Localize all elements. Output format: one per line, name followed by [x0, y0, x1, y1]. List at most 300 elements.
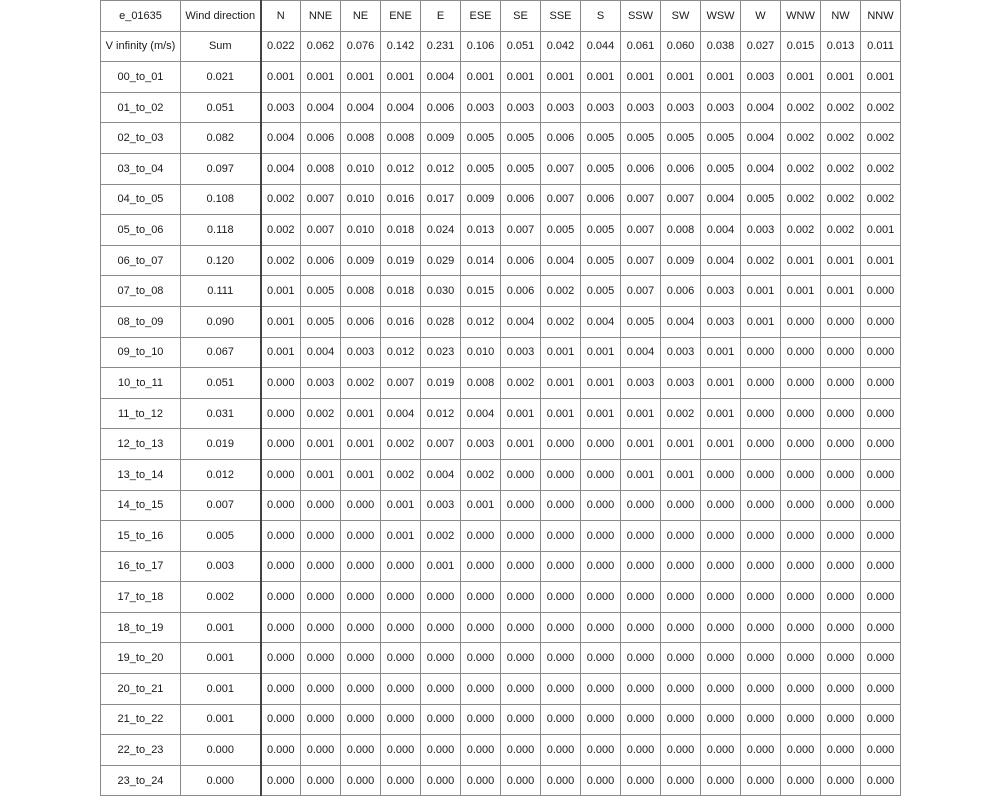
table-cell: 0.000	[821, 674, 861, 705]
table-cell: 0.000	[421, 704, 461, 735]
table-cell: 0.000	[621, 735, 661, 766]
table-cell: 0.000	[301, 551, 341, 582]
table-cell: 0.002	[301, 398, 341, 429]
table-cell: 0.001	[421, 551, 461, 582]
table-cell: 0.000	[341, 674, 381, 705]
table-cell: 0.004	[581, 306, 621, 337]
table-row	[101, 337, 901, 368]
table-row	[101, 674, 901, 705]
direction-header-cell: ESE	[461, 1, 501, 32]
table-cell: 0.003	[301, 368, 341, 399]
table-cell: 0.000	[421, 765, 461, 796]
table-cell: 0.001	[861, 62, 901, 93]
table-cell: 0.000	[461, 551, 501, 582]
table-cell: 0.000	[461, 521, 501, 552]
table-row	[101, 153, 901, 184]
table-cell: 0.001	[661, 459, 701, 490]
table-row	[101, 184, 901, 215]
table-cell: 0.006	[541, 123, 581, 154]
table-cell: 0.000	[741, 735, 781, 766]
table-cell: 0.019	[381, 245, 421, 276]
table-cell: 0.001	[701, 368, 741, 399]
table-cell: 0.000	[461, 674, 501, 705]
table-cell: 0.005	[621, 306, 661, 337]
table-cell: 0.000	[541, 429, 581, 460]
direction-sum-cell: 0.011	[861, 31, 901, 62]
table-cell: 0.000	[381, 551, 421, 582]
table-cell: 0.004	[341, 92, 381, 123]
table-cell: 0.000	[621, 704, 661, 735]
table-cell: 0.000	[701, 612, 741, 643]
table-cell: 0.001	[461, 62, 501, 93]
speed-bin-label: 18_to_19	[101, 612, 181, 643]
table-cell: 0.002	[381, 429, 421, 460]
table-cell: 0.000	[501, 735, 541, 766]
table-cell: 0.030	[421, 276, 461, 307]
table-cell: 0.002	[821, 184, 861, 215]
table-cell: 0.001	[341, 398, 381, 429]
table-cell: 0.000	[301, 735, 341, 766]
table-cell: 0.003	[661, 92, 701, 123]
table-cell: 0.002	[501, 368, 541, 399]
row-sum-cell: 0.002	[181, 582, 261, 613]
table-cell: 0.000	[341, 643, 381, 674]
table-cell: 0.000	[741, 612, 781, 643]
table-cell: 0.001	[701, 429, 741, 460]
speed-bin-label: 20_to_21	[101, 674, 181, 705]
speed-bin-label: 12_to_13	[101, 429, 181, 460]
table-cell: 0.003	[541, 92, 581, 123]
table-cell: 0.006	[661, 276, 701, 307]
table-cell: 0.002	[421, 521, 461, 552]
table-cell: 0.000	[741, 643, 781, 674]
direction-sum-cell: 0.022	[261, 31, 301, 62]
table-cell: 0.000	[821, 490, 861, 521]
direction-header-cell: W	[741, 1, 781, 32]
table-cell: 0.003	[701, 92, 741, 123]
table-cell: 0.004	[701, 245, 741, 276]
table-cell: 0.000	[501, 674, 541, 705]
table-cell: 0.000	[741, 459, 781, 490]
speed-bin-label: 09_to_10	[101, 337, 181, 368]
table-cell: 0.002	[861, 123, 901, 154]
table-cell: 0.001	[341, 459, 381, 490]
table-row	[101, 429, 901, 460]
table-cell: 0.001	[541, 398, 581, 429]
table-cell: 0.000	[781, 429, 821, 460]
table-cell: 0.007	[501, 215, 541, 246]
table-cell: 0.005	[581, 215, 621, 246]
direction-sum-cell: 0.142	[381, 31, 421, 62]
table-cell: 0.001	[621, 62, 661, 93]
table-cell: 0.002	[821, 153, 861, 184]
table-cell: 0.004	[701, 215, 741, 246]
table-row	[101, 551, 901, 582]
table-cell: 0.000	[821, 398, 861, 429]
table-cell: 0.005	[661, 123, 701, 154]
table-cell: 0.007	[621, 184, 661, 215]
table-cell: 0.009	[461, 184, 501, 215]
table-cell: 0.000	[381, 735, 421, 766]
table-cell: 0.000	[621, 674, 661, 705]
row-sum-cell: 0.019	[181, 429, 261, 460]
table-cell: 0.000	[661, 765, 701, 796]
direction-header-cell: NW	[821, 1, 861, 32]
speed-bin-label: 03_to_04	[101, 153, 181, 184]
direction-sum-cell: 0.076	[341, 31, 381, 62]
table-cell: 0.000	[781, 735, 821, 766]
row-sum-cell: 0.001	[181, 643, 261, 674]
table-cell: 0.000	[381, 765, 421, 796]
table-cell: 0.002	[381, 459, 421, 490]
direction-header-cell: SSE	[541, 1, 581, 32]
table-cell: 0.000	[621, 643, 661, 674]
table-cell: 0.000	[421, 643, 461, 674]
table-cell: 0.010	[341, 184, 381, 215]
speed-bin-label: 16_to_17	[101, 551, 181, 582]
direction-sum-cell: 0.042	[541, 31, 581, 62]
table-cell: 0.000	[741, 368, 781, 399]
direction-header-cell: SE	[501, 1, 541, 32]
table-row	[101, 306, 901, 337]
table-cell: 0.007	[421, 429, 461, 460]
table-cell: 0.001	[741, 306, 781, 337]
table-cell: 0.000	[821, 612, 861, 643]
table-cell: 0.000	[341, 704, 381, 735]
table-cell: 0.002	[261, 184, 301, 215]
table-cell: 0.016	[381, 184, 421, 215]
table-cell: 0.009	[661, 245, 701, 276]
table-cell: 0.001	[661, 429, 701, 460]
speed-bin-label: 02_to_03	[101, 123, 181, 154]
table-cell: 0.000	[261, 551, 301, 582]
table-cell: 0.002	[781, 153, 821, 184]
table-cell: 0.000	[581, 643, 621, 674]
table-cell: 0.000	[381, 674, 421, 705]
table-cell: 0.001	[821, 62, 861, 93]
row-sum-cell: 0.031	[181, 398, 261, 429]
table-cell: 0.000	[861, 521, 901, 552]
table-cell: 0.001	[341, 62, 381, 93]
table-row	[101, 521, 901, 552]
table-cell: 0.000	[301, 490, 341, 521]
speed-bin-label: 06_to_07	[101, 245, 181, 276]
table-cell: 0.002	[261, 215, 301, 246]
table-cell: 0.007	[381, 368, 421, 399]
table-cell: 0.003	[461, 92, 501, 123]
table-cell: 0.000	[501, 643, 541, 674]
table-cell: 0.001	[341, 429, 381, 460]
direction-sum-cell: 0.038	[701, 31, 741, 62]
table-body	[101, 1, 901, 796]
table-cell: 0.000	[261, 459, 301, 490]
table-cell: 0.000	[301, 612, 341, 643]
table-cell: 0.000	[421, 735, 461, 766]
table-cell: 0.017	[421, 184, 461, 215]
speed-bin-label: 13_to_14	[101, 459, 181, 490]
row-sum-cell: 0.051	[181, 368, 261, 399]
table-cell: 0.001	[541, 368, 581, 399]
table-cell: 0.005	[701, 123, 741, 154]
table-cell: 0.002	[821, 92, 861, 123]
table-cell: 0.000	[301, 582, 341, 613]
table-cell: 0.000	[661, 735, 701, 766]
table-cell: 0.001	[621, 429, 661, 460]
table-row	[101, 92, 901, 123]
direction-header-cell: NE	[341, 1, 381, 32]
table-cell: 0.001	[861, 215, 901, 246]
table-cell: 0.000	[261, 490, 301, 521]
table-cell: 0.000	[741, 337, 781, 368]
table-cell: 0.001	[261, 337, 301, 368]
table-cell: 0.000	[541, 643, 581, 674]
table-cell: 0.006	[421, 92, 461, 123]
table-cell: 0.001	[261, 62, 301, 93]
table-cell: 0.000	[461, 704, 501, 735]
table-cell: 0.001	[301, 429, 341, 460]
table-cell: 0.001	[821, 245, 861, 276]
direction-sum-cell: 0.061	[621, 31, 661, 62]
table-row	[101, 765, 901, 796]
table-cell: 0.001	[501, 62, 541, 93]
table-cell: 0.023	[421, 337, 461, 368]
speed-bin-label: 08_to_09	[101, 306, 181, 337]
direction-header-cell: NNE	[301, 1, 341, 32]
table-row	[101, 398, 901, 429]
table-cell: 0.004	[541, 245, 581, 276]
direction-sum-cell: 0.013	[821, 31, 861, 62]
table-cell: 0.001	[741, 276, 781, 307]
table-row	[101, 735, 901, 766]
table-cell: 0.002	[861, 153, 901, 184]
table-cell: 0.010	[461, 337, 501, 368]
table-cell: 0.005	[581, 123, 621, 154]
table-cell: 0.008	[381, 123, 421, 154]
table-cell: 0.000	[581, 582, 621, 613]
speed-bin-label: 15_to_16	[101, 521, 181, 552]
table-cell: 0.024	[421, 215, 461, 246]
row-sum-cell: 0.111	[181, 276, 261, 307]
table-cell: 0.012	[421, 153, 461, 184]
table-cell: 0.007	[661, 184, 701, 215]
speed-bin-label: 07_to_08	[101, 276, 181, 307]
header-row	[101, 1, 901, 32]
table-cell: 0.000	[621, 551, 661, 582]
direction-header-cell: S	[581, 1, 621, 32]
table-cell: 0.000	[381, 704, 421, 735]
table-row	[101, 62, 901, 93]
table-cell: 0.003	[701, 276, 741, 307]
table-cell: 0.006	[581, 184, 621, 215]
table-cell: 0.000	[261, 582, 301, 613]
table-cell: 0.000	[581, 429, 621, 460]
table-cell: 0.000	[581, 459, 621, 490]
direction-sum-cell: 0.051	[501, 31, 541, 62]
table-cell: 0.000	[861, 735, 901, 766]
row-sum-cell: 0.003	[181, 551, 261, 582]
table-cell: 0.003	[741, 215, 781, 246]
row-sum-cell: 0.001	[181, 704, 261, 735]
table-cell: 0.000	[341, 765, 381, 796]
table-cell: 0.000	[581, 490, 621, 521]
direction-header-cell: SSW	[621, 1, 661, 32]
table-cell: 0.000	[261, 521, 301, 552]
table-cell: 0.000	[541, 521, 581, 552]
table-cell: 0.000	[821, 368, 861, 399]
table-cell: 0.000	[581, 521, 621, 552]
sum-label: Sum	[181, 31, 261, 62]
table-cell: 0.000	[701, 643, 741, 674]
table-cell: 0.002	[861, 184, 901, 215]
table-cell: 0.000	[781, 551, 821, 582]
table-cell: 0.000	[461, 612, 501, 643]
speed-bin-label: 22_to_23	[101, 735, 181, 766]
table-row	[101, 490, 901, 521]
table-cell: 0.000	[781, 337, 821, 368]
table-cell: 0.001	[781, 245, 821, 276]
table-cell: 0.000	[861, 337, 901, 368]
table-cell: 0.000	[821, 765, 861, 796]
table-cell: 0.000	[861, 459, 901, 490]
table-cell: 0.018	[381, 215, 421, 246]
table-cell: 0.003	[501, 92, 541, 123]
table-cell: 0.000	[381, 643, 421, 674]
table-cell: 0.002	[781, 123, 821, 154]
table-cell: 0.000	[581, 551, 621, 582]
sum-row	[101, 31, 901, 62]
table-cell: 0.002	[541, 306, 581, 337]
table-cell: 0.001	[701, 398, 741, 429]
row-sum-cell: 0.012	[181, 459, 261, 490]
table-cell: 0.002	[821, 215, 861, 246]
direction-header-cell: SW	[661, 1, 701, 32]
table-cell: 0.001	[661, 62, 701, 93]
table-cell: 0.003	[461, 429, 501, 460]
table-cell: 0.003	[341, 337, 381, 368]
table-cell: 0.000	[661, 643, 701, 674]
table-cell: 0.004	[381, 398, 421, 429]
table-cell: 0.000	[421, 674, 461, 705]
table-cell: 0.000	[781, 459, 821, 490]
row-sum-cell: 0.082	[181, 123, 261, 154]
table-cell: 0.000	[821, 429, 861, 460]
table-cell: 0.000	[621, 612, 661, 643]
table-cell: 0.007	[541, 184, 581, 215]
row-sum-cell: 0.000	[181, 765, 261, 796]
table-cell: 0.000	[581, 612, 621, 643]
table-cell: 0.006	[501, 276, 541, 307]
table-cell: 0.002	[661, 398, 701, 429]
table-cell: 0.000	[821, 459, 861, 490]
table-cell: 0.000	[821, 582, 861, 613]
table-cell: 0.012	[461, 306, 501, 337]
table-row	[101, 123, 901, 154]
table-cell: 0.000	[821, 643, 861, 674]
row-sum-cell: 0.007	[181, 490, 261, 521]
table-cell: 0.004	[741, 153, 781, 184]
table-cell: 0.007	[301, 184, 341, 215]
wind-frequency-table	[100, 0, 901, 796]
table-cell: 0.000	[621, 765, 661, 796]
speed-bin-label: 19_to_20	[101, 643, 181, 674]
table-cell: 0.004	[741, 92, 781, 123]
table-cell: 0.000	[661, 551, 701, 582]
table-cell: 0.004	[741, 123, 781, 154]
table-cell: 0.004	[461, 398, 501, 429]
table-cell: 0.000	[341, 582, 381, 613]
row-sum-cell: 0.067	[181, 337, 261, 368]
table-cell: 0.000	[701, 582, 741, 613]
table-cell: 0.005	[621, 123, 661, 154]
table-row	[101, 459, 901, 490]
table-cell: 0.008	[661, 215, 701, 246]
table-cell: 0.000	[861, 643, 901, 674]
table-cell: 0.000	[701, 735, 741, 766]
table-cell: 0.005	[461, 153, 501, 184]
table-cell: 0.007	[621, 276, 661, 307]
direction-sum-cell: 0.062	[301, 31, 341, 62]
table-cell: 0.001	[821, 276, 861, 307]
speed-bin-label: 17_to_18	[101, 582, 181, 613]
table-cell: 0.008	[341, 123, 381, 154]
table-row	[101, 582, 901, 613]
table-cell: 0.000	[381, 582, 421, 613]
table-cell: 0.001	[541, 337, 581, 368]
table-cell: 0.010	[341, 215, 381, 246]
table-cell: 0.000	[501, 521, 541, 552]
table-cell: 0.008	[341, 276, 381, 307]
table-cell: 0.005	[581, 245, 621, 276]
table-cell: 0.000	[541, 612, 581, 643]
table-cell: 0.000	[741, 704, 781, 735]
table-cell: 0.003	[661, 368, 701, 399]
table-cell: 0.000	[861, 368, 901, 399]
table-cell: 0.002	[861, 92, 901, 123]
table-cell: 0.000	[541, 735, 581, 766]
table-row	[101, 368, 901, 399]
table-cell: 0.000	[301, 704, 341, 735]
table-cell: 0.000	[541, 765, 581, 796]
table-cell: 0.001	[501, 429, 541, 460]
table-cell: 0.004	[261, 123, 301, 154]
table-cell: 0.000	[581, 704, 621, 735]
table-cell: 0.002	[341, 368, 381, 399]
table-cell: 0.000	[501, 551, 541, 582]
direction-header-cell: WSW	[701, 1, 741, 32]
table-cell: 0.003	[741, 62, 781, 93]
table-cell: 0.001	[701, 62, 741, 93]
speed-header: V infinity (m/s)	[101, 31, 181, 62]
table-cell: 0.013	[461, 215, 501, 246]
table-cell: 0.001	[261, 276, 301, 307]
table-cell: 0.000	[541, 704, 581, 735]
row-sum-cell: 0.000	[181, 735, 261, 766]
table-cell: 0.000	[501, 459, 541, 490]
table-cell: 0.000	[661, 674, 701, 705]
table-cell: 0.001	[381, 62, 421, 93]
table-cell: 0.002	[781, 92, 821, 123]
speed-bin-label: 01_to_02	[101, 92, 181, 123]
table-cell: 0.004	[301, 337, 341, 368]
direction-sum-cell: 0.044	[581, 31, 621, 62]
table-cell: 0.006	[661, 153, 701, 184]
direction-header-cell: NNW	[861, 1, 901, 32]
table-cell: 0.001	[581, 62, 621, 93]
table-cell: 0.000	[341, 490, 381, 521]
table-cell: 0.000	[781, 704, 821, 735]
table-cell: 0.002	[781, 184, 821, 215]
table-cell: 0.000	[781, 582, 821, 613]
